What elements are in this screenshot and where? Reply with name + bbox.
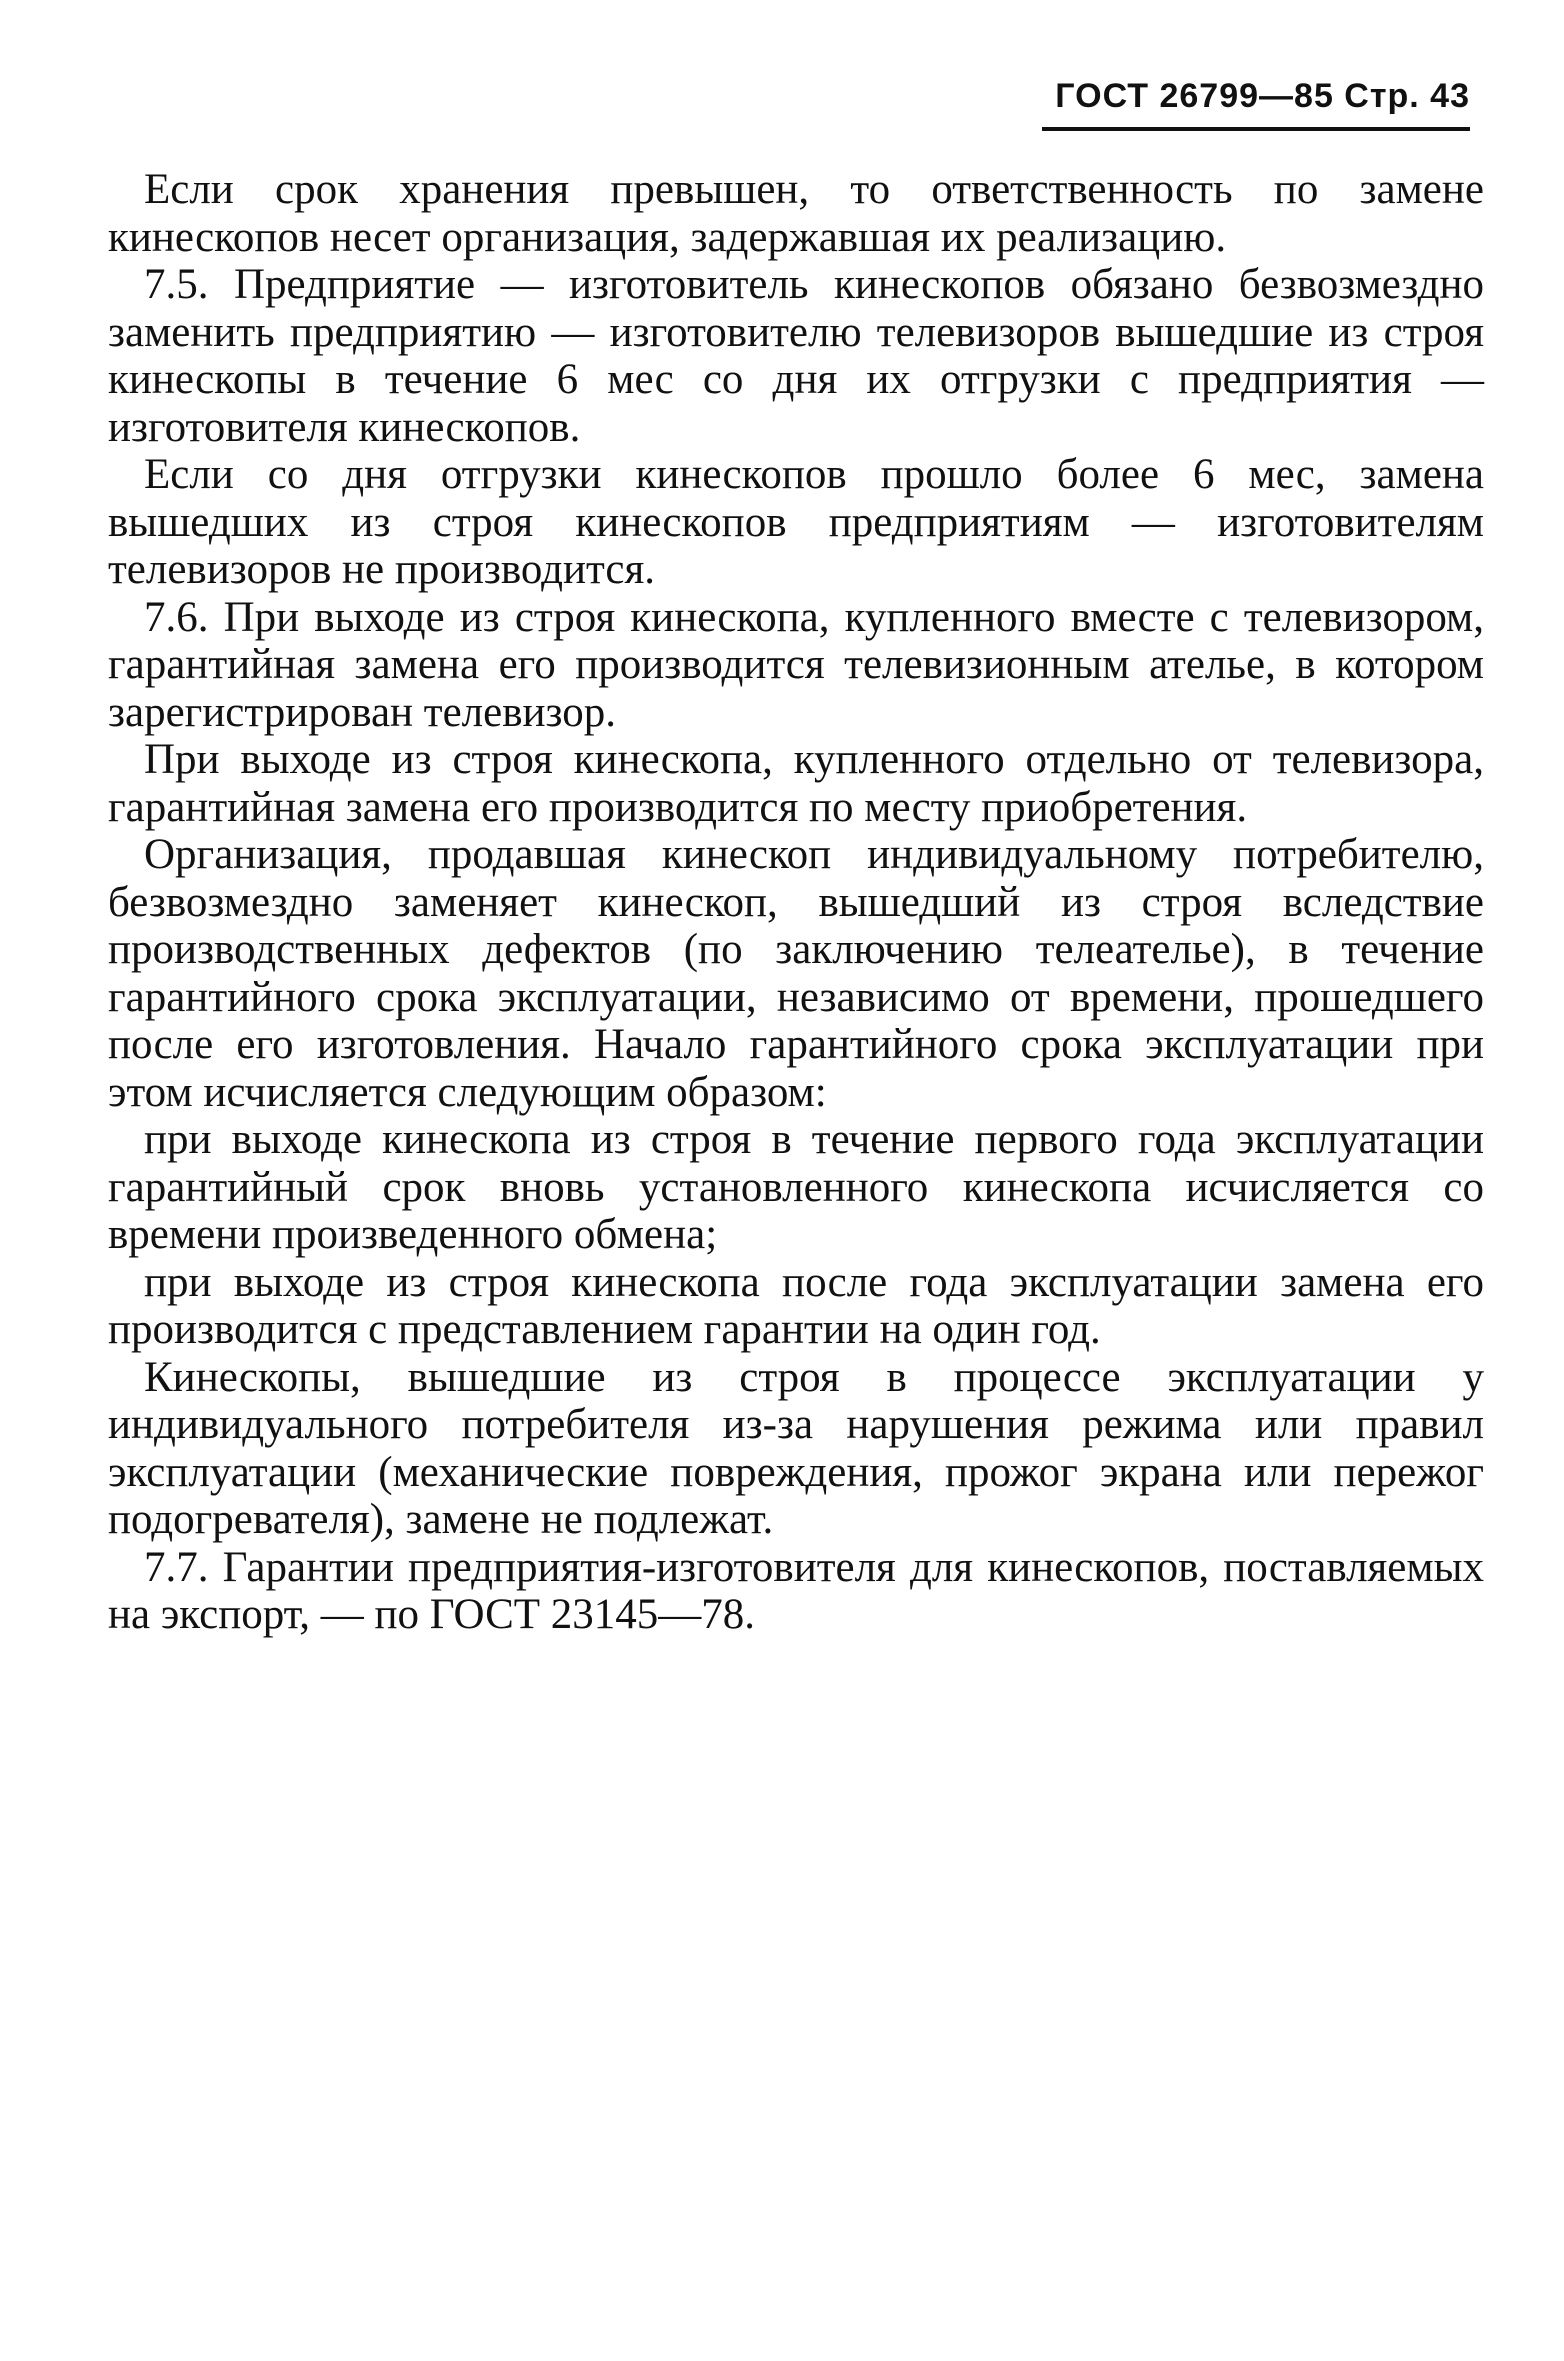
paragraph: Организация, продавшая кинескоп индивидуальному потребителю, безвозмездно заменяет кинескоп, вышедший из строя вследствие производственных дефектов (по заключению телеателье), в течение гарантийного срока эксплуатации, независимо от времени, прошедшего после его изготовления. Начало гарантийного срока эксплуатации при этом исчисляется следующим образом: [108,831,1484,1116]
paragraph: Кинескопы, вышедшие из строя в процессе эксплуатации у индивидуального потребителя из-за нарушения режима или правил эксплуатации (механические повреждения, прожог экрана или пережог подогревателя), замене не подлежат. [108,1353,1484,1543]
running-header: ГОСТ 26799—85 Стр. 43 [1055,77,1470,115]
paragraph-7-7: 7.7. Гарантии предприятия-изготовителя для кинескопов, поставляемых на экспорт, — по ГОСТ 23145—78. [108,1543,1484,1638]
paragraph: Если со дня отгрузки кинескопов прошло более 6 мес, замена вышедших из строя кинескопов предприятиям — изготовителям телевизоров не производится. [108,451,1484,593]
body-text [108,166,1484,1639]
paragraph: При выходе из строя кинескопа, купленного отдельно от телевизора, гарантийная замена его производится по месту приобретения. [108,736,1484,831]
paragraph: при выходе кинескопа из строя в течение первого года эксплуатации гарантийный срок вновь установленного кинескопа исчисляется со времени произведенного обмена; [108,1116,1484,1258]
paragraph-7-5: 7.5. Предприятие — изготовитель кинескопов обязано безвозмездно заменить предприятию — изготовителю телевизоров вышедшие из строя кинескопы в течение 6 мес со дня их отгрузки с предприятия — изготовителя кинескопов. [108,261,1484,451]
paragraph-7-6: 7.6. При выходе из строя кинескопа, купленного вместе с телевизором, гарантийная замена его производится телевизионным ательe, в котором зарегистрирован телевизор. [108,593,1484,736]
paragraph: при выходе из строя кинескопа после года эксплуатации замена его производится с представлением гарантии на один год. [108,1258,1484,1353]
paragraph: Если срок хранения превышен, то ответственность по замене кинескопов несет организация, задержавшая их реализацию. [108,166,1484,261]
header-rule [1042,127,1470,131]
